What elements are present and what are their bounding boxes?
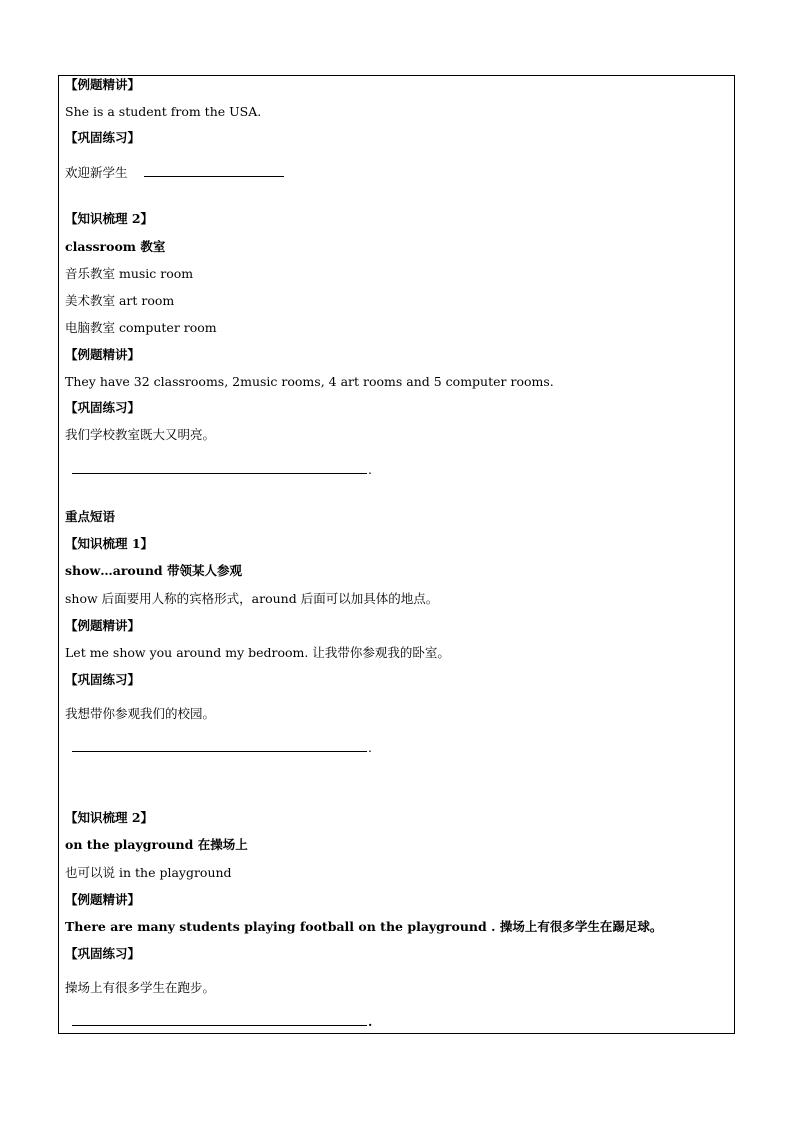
phrase-explanation: show 后面要用人称的宾格形式，around 后面可以加具体的地点。 [65,591,439,606]
section-heading-practice: 【巩固练习】 [65,946,141,961]
answer-blank[interactable] [72,739,367,752]
answer-period: . [368,1014,373,1029]
example-sentence: They have 32 classrooms, 2music rooms, 4 art rooms and 5 computer rooms. [65,374,554,389]
answer-line [72,739,372,756]
answer-blank[interactable] [144,164,284,177]
phrase-term: on the playground 在操场上 [65,837,248,852]
section-heading-example: 【例题精讲】 [65,618,141,633]
phrase-note: 也可以说 in the playground [65,865,232,880]
vocab-item: 电脑教室 computer room [65,320,217,335]
practice-prompt-text: 操场上有很多学生在跑步。 [65,980,216,995]
practice-prompt-text: 欢迎新学生 [65,165,128,180]
phrase-term: show…around 带领某人参观 [65,563,243,578]
section-heading-practice: 【巩固练习】 [65,400,141,415]
answer-period: . [368,740,372,755]
section-heading-practice: 【巩固练习】 [65,130,141,145]
vocab-term: classroom 教室 [65,239,166,254]
answer-line [72,461,372,478]
practice-prompt [65,164,284,181]
answer-period: . [368,462,372,477]
vocab-item: 美术教室 art room [65,293,175,308]
answer-line [72,1013,372,1030]
practice-prompt-text: 我们学校教室既大又明亮。 [65,427,216,442]
section-heading-practice: 【巩固练习】 [65,672,141,687]
answer-blank[interactable] [72,461,367,474]
example-sentence: There are many students playing football on the playground . 操场上有很多学生在踢足球。 [65,919,663,934]
section-heading-example: 【例题精讲】 [65,347,141,362]
section-title-key-phrases: 重点短语 [65,509,116,524]
answer-blank[interactable] [72,1013,367,1026]
section-heading-example: 【例题精讲】 [65,77,141,92]
content-frame [58,75,735,1034]
section-heading-knowledge: 【知识梳理 2】 [65,211,154,226]
section-heading-example: 【例题精讲】 [65,892,141,907]
section-heading-knowledge: 【知识梳理 2】 [65,810,154,825]
practice-prompt-text: 我想带你参观我们的校园。 [65,706,216,721]
example-sentence: Let me show you around my bedroom. 让我带你参观我的卧室。 [65,645,450,660]
section-heading-knowledge: 【知识梳理 1】 [65,536,154,551]
example-sentence: She is a student from the USA. [65,104,262,119]
vocab-item: 音乐教室 music room [65,266,194,281]
